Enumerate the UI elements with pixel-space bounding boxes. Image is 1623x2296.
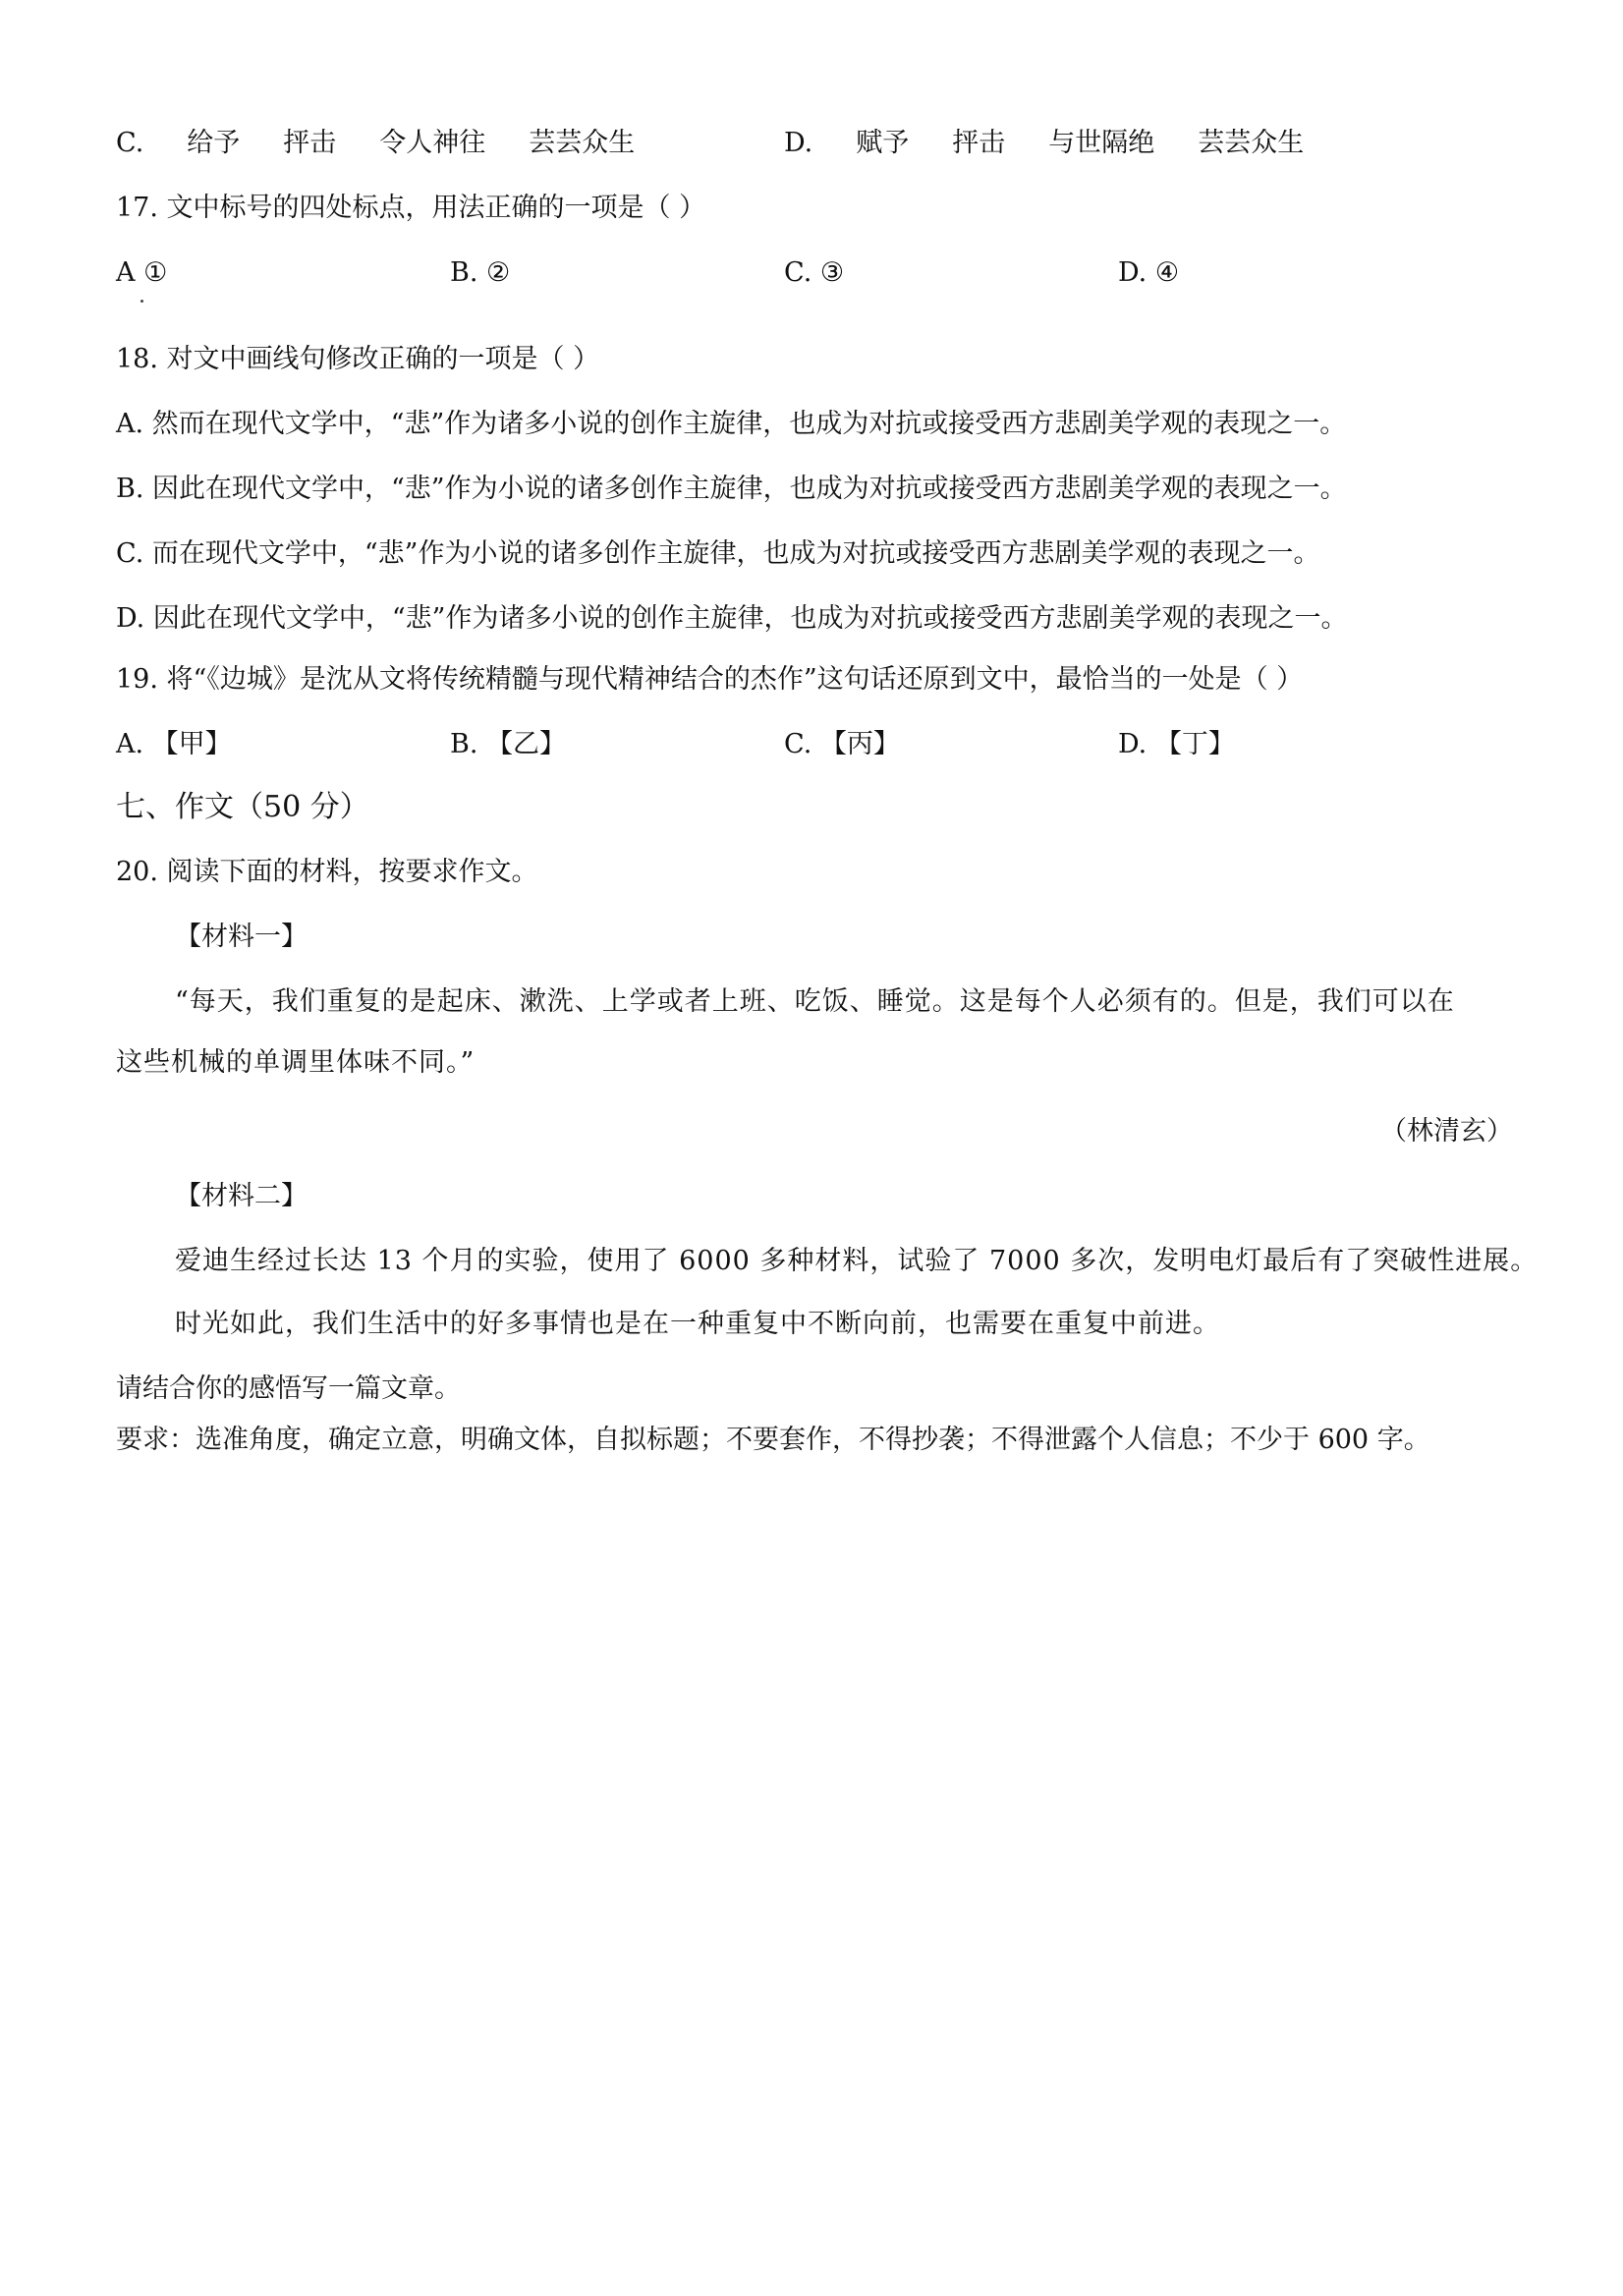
q16-option-c [116,126,678,161]
q18-stem: 18. 对文中画线句修改正确的一项是（ ） [116,344,600,374]
q17-option-b: B. ② [450,257,511,288]
option-word: 与世隔绝 [1048,128,1155,158]
q19-option-a: A. 【甲】 [116,729,232,759]
q18-option-a: A. 然而在现代文学中，“悲”作为诸多小说的创作主旋律，也成为对抗或接受西方悲剧美学观的表现之一。 [116,409,1347,439]
material1-source: （林清玄） [1380,1116,1513,1147]
essay-requirement: 要求：选准角度，确定立意，明确文体，自拟标题；不要套作，不得抄袭；不得泄露个人信息；不少于 600 字。 [116,1425,1430,1455]
q18-option-d: D. 因此在现代文学中，“悲”作为诸多小说的创作主旋律，也成为对抗或接受西方悲剧美学观的表现之一。 [116,603,1348,634]
q18-option-b: B. 因此在现代文学中，“悲”作为小说的诸多创作主旋律，也成为对抗或接受西方悲剧美学观的表现之一。 [116,474,1347,504]
option-word: 抨击 [283,128,337,158]
material1-title: 【材料一】 [175,922,308,952]
q19-stem: 19. 将“《边城》是沈从文将传统精髓与现代精神结合的杰作”这句话还原到文中，最恰当的一处是（ ） [116,664,1304,695]
q17-stem: 17. 文中标号的四处标点，用法正确的一项是（ ） [116,193,706,223]
material2-text-line1: 爱迪生经过长达 13 个月的实验，使用了 6000 多种材料，试验了 7000 多次，发明电灯最后有了突破性进展。 [175,1246,1539,1276]
material2-text-line2: 时光如此，我们生活中的好多事情也是在一种重复中不断向前，也需要在重复中前进。 [175,1309,1220,1339]
option-label: C. [116,128,144,158]
q18-option-c: C. 而在现代文学中，“悲”作为小说的诸多创作主旋律，也成为对抗或接受西方悲剧美学观的表现之一。 [116,538,1320,569]
stray-dot [140,300,143,303]
q19-option-d: D. 【丁】 [1118,729,1235,759]
option-word: 芸芸众生 [1198,128,1305,158]
option-word: 给予 [187,128,241,158]
material2-title: 【材料二】 [175,1181,308,1211]
q19-option-b: B. 【乙】 [450,729,567,759]
q16-option-d [784,126,1347,161]
essay-instruction: 请结合你的感悟写一篇文章。 [116,1373,461,1404]
option-label: D. [784,128,813,158]
q17-option-d: D. ④ [1118,257,1180,288]
material1-text-line2: 这些机械的单调里体味不同。” [116,1047,476,1078]
option-word: 赋予 [856,128,910,158]
option-word: 芸芸众生 [529,128,636,158]
q17-option-c: C. ③ [784,257,845,288]
option-word: 抨击 [952,128,1006,158]
q20-stem: 20. 阅读下面的材料，按要求作文。 [116,857,538,887]
material1-text-line1: “每天，我们重复的是起床、漱洗、上学或者上班、吃饭、睡觉。这是每个人必须有的。但是，我们可以在 [175,986,1455,1017]
section-title: 七、作文（50 分） [116,790,369,824]
q19-option-c: C. 【丙】 [784,729,900,759]
q17-option-a: A ① [116,257,168,288]
option-word: 令人神往 [379,128,486,158]
